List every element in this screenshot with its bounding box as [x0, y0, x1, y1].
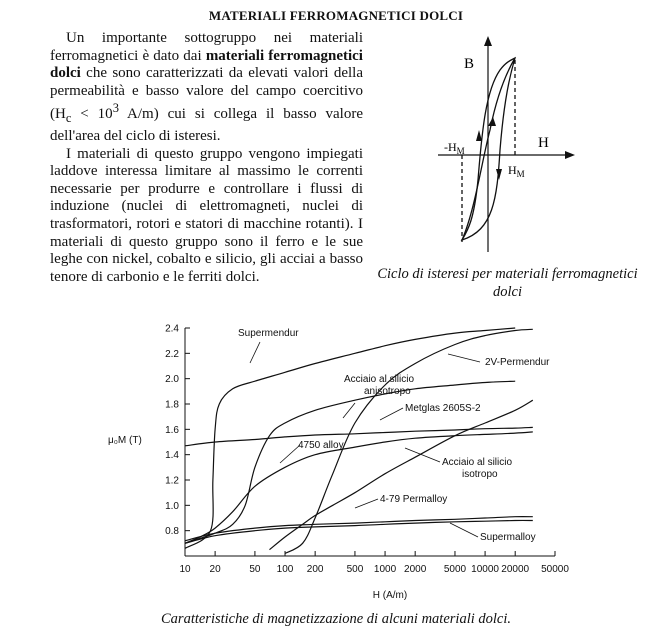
x-tick-label: 2000 [404, 564, 427, 575]
y-axis-label: μ₀M (T) [108, 435, 142, 446]
y-tick-label: 1.4 [165, 450, 179, 462]
series-label-acciaio-al-silicio-isotropo: Acciaio al silicio [442, 457, 513, 468]
b-label: B [464, 56, 475, 72]
leader-4-79-permalloy [355, 499, 378, 508]
hm-label: $H_M$ [508, 163, 525, 179]
y-tick-label: 0.8 [165, 526, 179, 538]
series-line-4750-alloy [185, 432, 533, 543]
series-line-supermendur [185, 328, 515, 548]
series-label-4750-alloy: 4750 alloy [298, 440, 344, 451]
series-label-supermendur: Supermendur [238, 328, 299, 339]
leader-supermalloy [450, 523, 478, 537]
x-tick-label: 100 [276, 564, 294, 575]
y-tick-label: 2.0 [165, 374, 179, 386]
hysteresis-diagram [430, 30, 580, 260]
y-tick-label: 2.2 [165, 348, 179, 360]
body-text [50, 30, 363, 286]
series-label-2v-permendur: 2V-Permendur [485, 357, 550, 368]
x-tick-label: 50000 [541, 564, 569, 575]
x-tick-label: 500 [346, 564, 364, 575]
loop-arrow-down [496, 169, 502, 180]
leader-supermendur [250, 342, 260, 363]
paragraph-2: I materiali di questo gruppo vengono impiegati laddove interessa limitare al massimo le correnti necessarie per produrre e controllare i flussi di induzione (nuclei di elettromagneti, nuclei di trasformatori, rotori e statori di macchine rotanti). I materiali di questo gruppo sono il ferro e le sue leghe con nickel, cobalto e silicio, gli acciai a basso tenore di carbonio e le ferriti dolci. [50, 145, 363, 285]
x-tick-label: 10 [179, 564, 191, 575]
leader-acciaio-al-silicio-anisotropo [343, 403, 355, 418]
x-tick-label: 50 [249, 564, 261, 575]
y-tick-label: 1.6 [165, 424, 179, 436]
series-label-supermalloy: Supermalloy [480, 532, 536, 543]
x-tick-label: 10000 [471, 564, 499, 575]
y-tick-label: 2.4 [165, 323, 179, 335]
series-label-metglas-2605s-2: Metglas 2605S-2 [405, 403, 481, 414]
leader-metglas-2605s-2 [380, 408, 403, 420]
series-label-acciaio-al-silicio-isotropo: isotropo [462, 469, 498, 480]
h-label: H [538, 135, 549, 151]
x-tick-label: 5000 [443, 564, 467, 575]
x-tick-label: 20 [209, 564, 221, 575]
series-line-metglas-2605s-2 [185, 427, 533, 445]
x-axis-label: H (A/m) [372, 590, 408, 601]
neg-hm-label: $-H_M$ [444, 140, 465, 156]
magnetization-chart [100, 318, 580, 608]
loop-arrow-up [476, 130, 482, 141]
series-label-acciaio-al-silicio-anisotropo: anisotropo [364, 386, 411, 397]
paragraph-1: Un importante sottogruppo nei materiali ferromagnetici è dato dai materiali ferromagnetici dolci che sono caratterizzati da elevati valori della permeabilità e basso valore del campo coercitivo ($H_c < 10^3$ A/m) cui si collega il basso valore dell'area del ciclo di isteresi. [50, 30, 363, 144]
y-tick-label: 1.0 [165, 500, 179, 512]
series-label-4-79-permalloy: 4-79 Permalloy [380, 494, 448, 505]
leader-2v-permendur [448, 354, 480, 362]
h-axis-arrow [565, 151, 575, 159]
bold-term: materiali ferromagnetici dolci [50, 47, 363, 82]
leader-4750-alloy [280, 445, 300, 463]
chart-caption: Caratteristiche di magnetizzazione di alcuni materiali dolci. [161, 611, 511, 627]
y-axis-title [108, 435, 142, 446]
series-lines [185, 328, 533, 554]
x-tick-label: 1000 [373, 564, 397, 575]
series-labels [238, 328, 550, 543]
x-tick-label: 20000 [501, 564, 530, 575]
y-tick-label: 1.2 [165, 475, 179, 487]
y-tick-label: 1.8 [165, 399, 179, 411]
b-axis-arrow [484, 36, 492, 46]
series-label-acciaio-al-silicio-anisotropo: Acciaio al silicio [344, 374, 415, 385]
section-title: MATERIALI FERROMAGNETICI DOLCI [208, 8, 464, 23]
hysteresis-caption: Ciclo di isteresi per materiali ferromagnetici dolci [377, 266, 638, 300]
x-tick-label: 200 [306, 564, 324, 575]
